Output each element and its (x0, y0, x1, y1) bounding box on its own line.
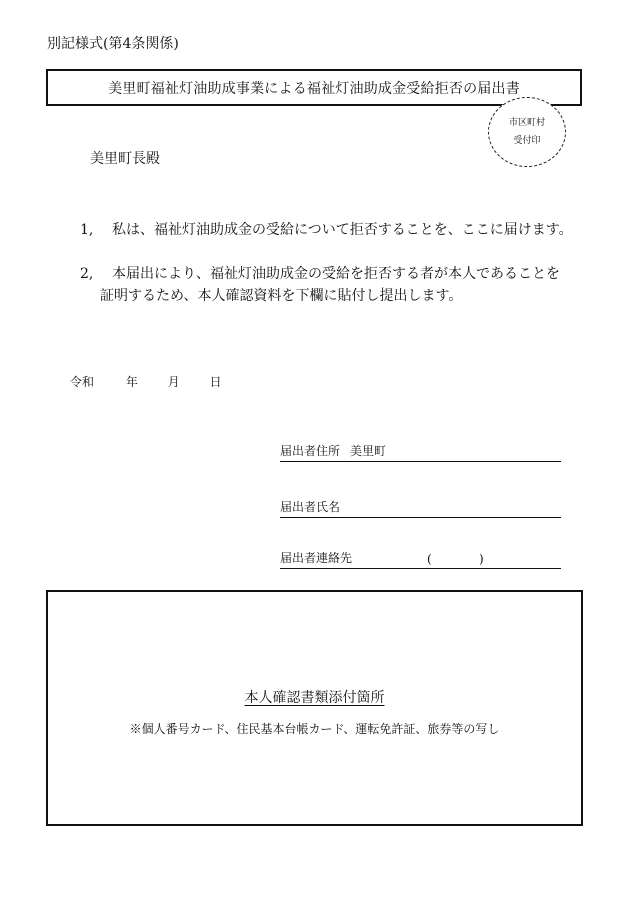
date-year-label: 年 (125, 375, 138, 389)
attachment-title-text: 本人確認書類添付箇所 (244, 690, 385, 706)
addressee: 美里町長殿 (90, 151, 160, 167)
address-label: 届出者住所 (280, 444, 341, 458)
item-1-text: 私は、福祉灯油助成金の受給について拒否することを、ここに届けます。 (112, 222, 573, 238)
stamp-label-line1: 市区町村 (508, 118, 545, 128)
form-reference: 別記様式(第4条関係) (47, 36, 179, 52)
date-line (70, 373, 222, 390)
item-2-text-line2: 証明するため、本人確認資料を下欄に貼付し提出します。 (100, 288, 463, 304)
name-label: 届出者氏名 (280, 500, 341, 514)
date-day-label: 日 (209, 375, 222, 389)
date-era: 令和 (70, 375, 95, 389)
item-2-number: 2, (80, 266, 94, 282)
name-field[interactable] (280, 500, 561, 518)
contact-field[interactable] (280, 551, 561, 569)
item-2-text-line1: 本届出により、福祉灯油助成金の受給を拒否する者が本人であることを (112, 266, 560, 282)
address-value: 美里町 (350, 444, 387, 458)
document-title: 美里町福祉灯油助成事業による福祉灯油助成金受給拒否の届出書 (108, 80, 520, 97)
attachment-title (48, 687, 581, 707)
reception-stamp-area (488, 97, 566, 167)
title-box (46, 69, 582, 106)
contact-paren-close: ) (479, 552, 484, 566)
address-field[interactable] (280, 444, 561, 462)
id-document-attachment-area (46, 590, 583, 826)
stamp-label-line2: 受付印 (513, 136, 541, 146)
item-1-number: 1, (80, 222, 94, 238)
contact-paren-open: ( (427, 552, 432, 566)
contact-label: 届出者連絡先 (280, 551, 353, 565)
date-month-label: 月 (167, 375, 180, 389)
attachment-note: ※個人番号カード、住民基本台帳カード、運転免許証、旅券等の写し (129, 722, 500, 736)
